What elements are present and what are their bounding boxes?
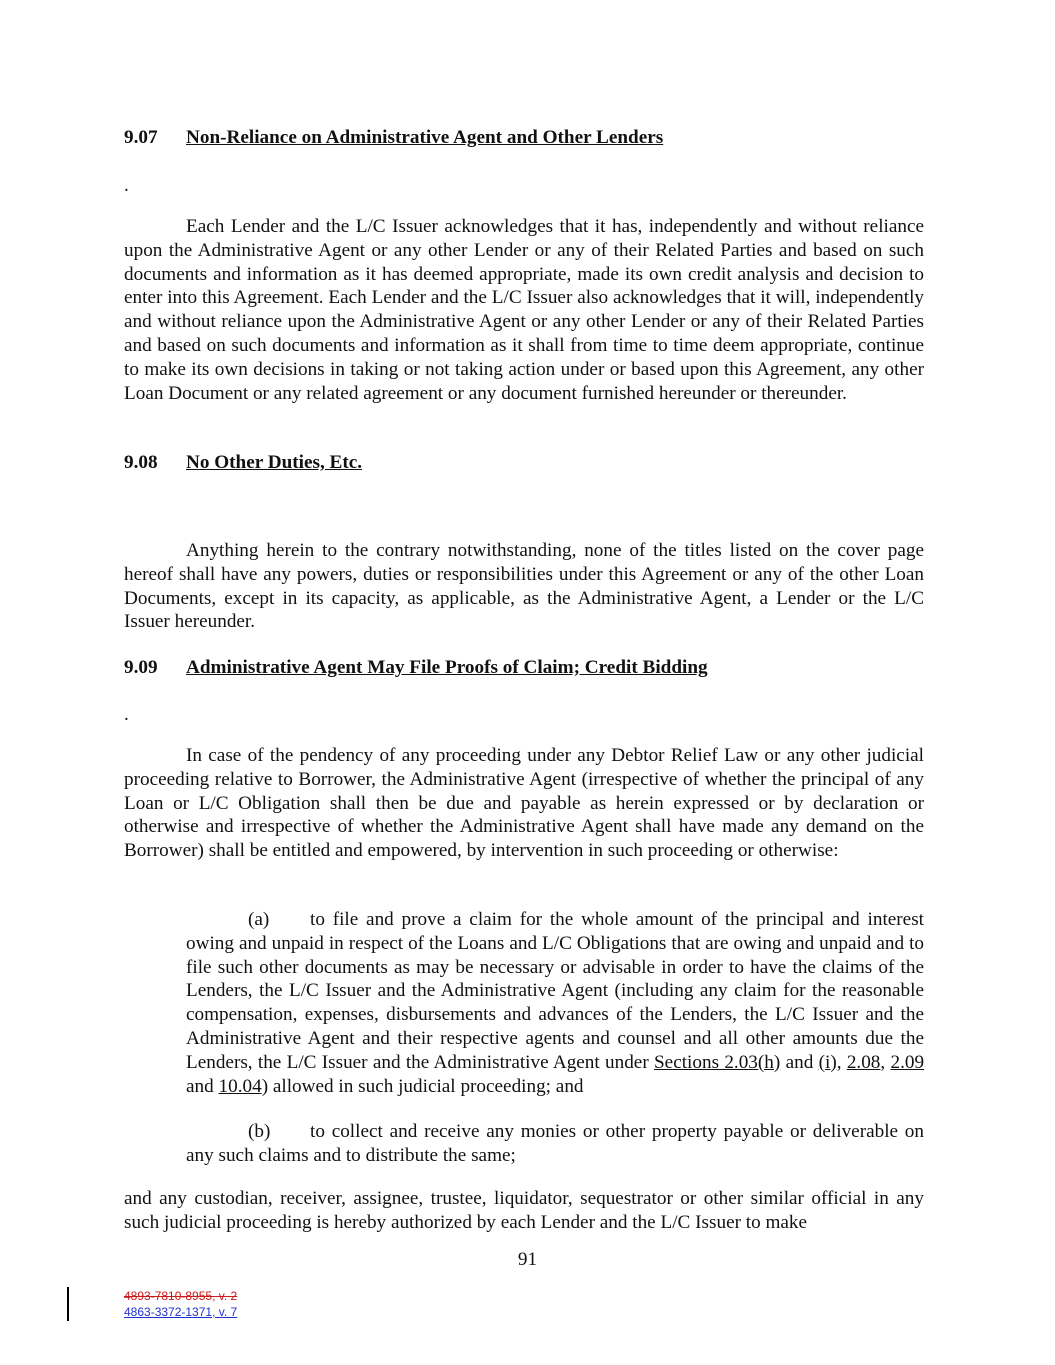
new-document-id[interactable]: 4863-3372-1371, v. 7 (124, 1305, 238, 1319)
conjunction-text: and (186, 1075, 214, 1097)
clause-label: (b) (248, 1121, 271, 1142)
section-reference-link[interactable]: 2.09 (890, 1051, 925, 1073)
clause-text: to file and prove a claim for the whole amount of the principal and interest owing and unpaid in respect of the Loans and L/C Obligations that are owing and unpaid and to file such other documents as may be necessary or advisable in order to have the claims of the Lenders, the L/C Issuer and the Administrative Agent (including any claim for the reasonable compensation, expenses, disbursements and advances of the Lenders, the L/C Issuer and the Administrative Agent and their respective agents and counsel and all other amounts due the Lenders, the L/C Issuer and the Administrative Agent under (186, 909, 924, 1073)
section-body-9-09: In case of the pendency of any proceeding under any Debtor Relief Law or any other judicial proceeding relative to Borrower, the Administrative Agent (irrespective of whether the principal of any Loan or L/C Obligation shall then be due and payable as herein expressed or by declaration or otherwise and irrespective of whether the Administrative Agent shall have made any demand on the Borrower) shall be entitled and empowered, by intervention in such proceeding or otherwise: (124, 745, 924, 862)
section-number: 9.09 (124, 657, 158, 678)
clause-a (186, 908, 924, 1098)
section-body-9-07: Each Lender and the L/C Issuer acknowledges that it has, independently and without reliance upon the Administrative Agent or any other Lender or any of their Related Parties and based on such documents and information as it has deemed appropriate, made its own credit analysis and decision to enter into this Agreement. Each Lender and the L/C Issuer also acknowledges that it will, independently and without reliance upon the Administrative Agent or any other Lender or any of their Related Parties and based on such documents and information as it shall from time to time deem appropriate, continue to make its own decisions in taking or not taking action under or based upon this Agreement, any other Loan Document or any related agreement or any document furnished hereunder or thereunder. (124, 216, 924, 404)
section-dot: . (124, 175, 129, 196)
clause-text: to collect and receive any monies or other property payable or deliverable on any such claims and to distribute the same; (186, 1121, 924, 1166)
section-reference-link[interactable]: (i) (818, 1051, 837, 1073)
section-reference-link[interactable]: 10.04 (218, 1075, 262, 1097)
clause-b (186, 1120, 924, 1168)
conjunction-text: and (785, 1051, 814, 1073)
section-reference-link[interactable]: Sections 2.03(h) (654, 1051, 781, 1073)
clause-tail-text: ) allowed in such judicial proceeding; and (261, 1075, 584, 1097)
section-number: 9.08 (124, 452, 158, 473)
page-number: 91 (517, 1249, 538, 1270)
section-title: Administrative Agent May File Proofs of Claim; Credit Bidding (186, 657, 708, 678)
section-reference-link[interactable]: 2.08 (846, 1051, 881, 1073)
section-heading-9-07 (124, 126, 663, 150)
separator-text: , (880, 1051, 886, 1073)
change-bar (67, 1287, 69, 1321)
section-number: 9.07 (124, 127, 158, 148)
section-heading-9-08 (124, 451, 362, 475)
clause-label: (a) (248, 909, 270, 930)
section-title: No Other Duties, Etc. (186, 452, 363, 473)
section-dot: . (124, 704, 129, 725)
closing-paragraph: and any custodian, receiver, assignee, trustee, liquidator, sequestrator or other similar official in any such judicial proceeding is hereby authorized by each Lender and the L/C Issuer to make (124, 1188, 924, 1233)
section-body-9-08: Anything herein to the contrary notwithstanding, none of the titles listed on the cover page hereof shall have any powers, duties or responsibilities under this Agreement or any of the other Loan Documents, except in its capacity, as applicable, as the Administrative Agent, a Lender or the L/C Issuer hereunder. (124, 540, 924, 633)
old-document-id: 4893-7810-8955, v. 2 (124, 1289, 238, 1303)
section-heading-9-09 (124, 656, 708, 680)
separator-text: , (836, 1051, 842, 1073)
section-title: Non-Reliance on Administrative Agent and Other Lenders (186, 127, 664, 148)
